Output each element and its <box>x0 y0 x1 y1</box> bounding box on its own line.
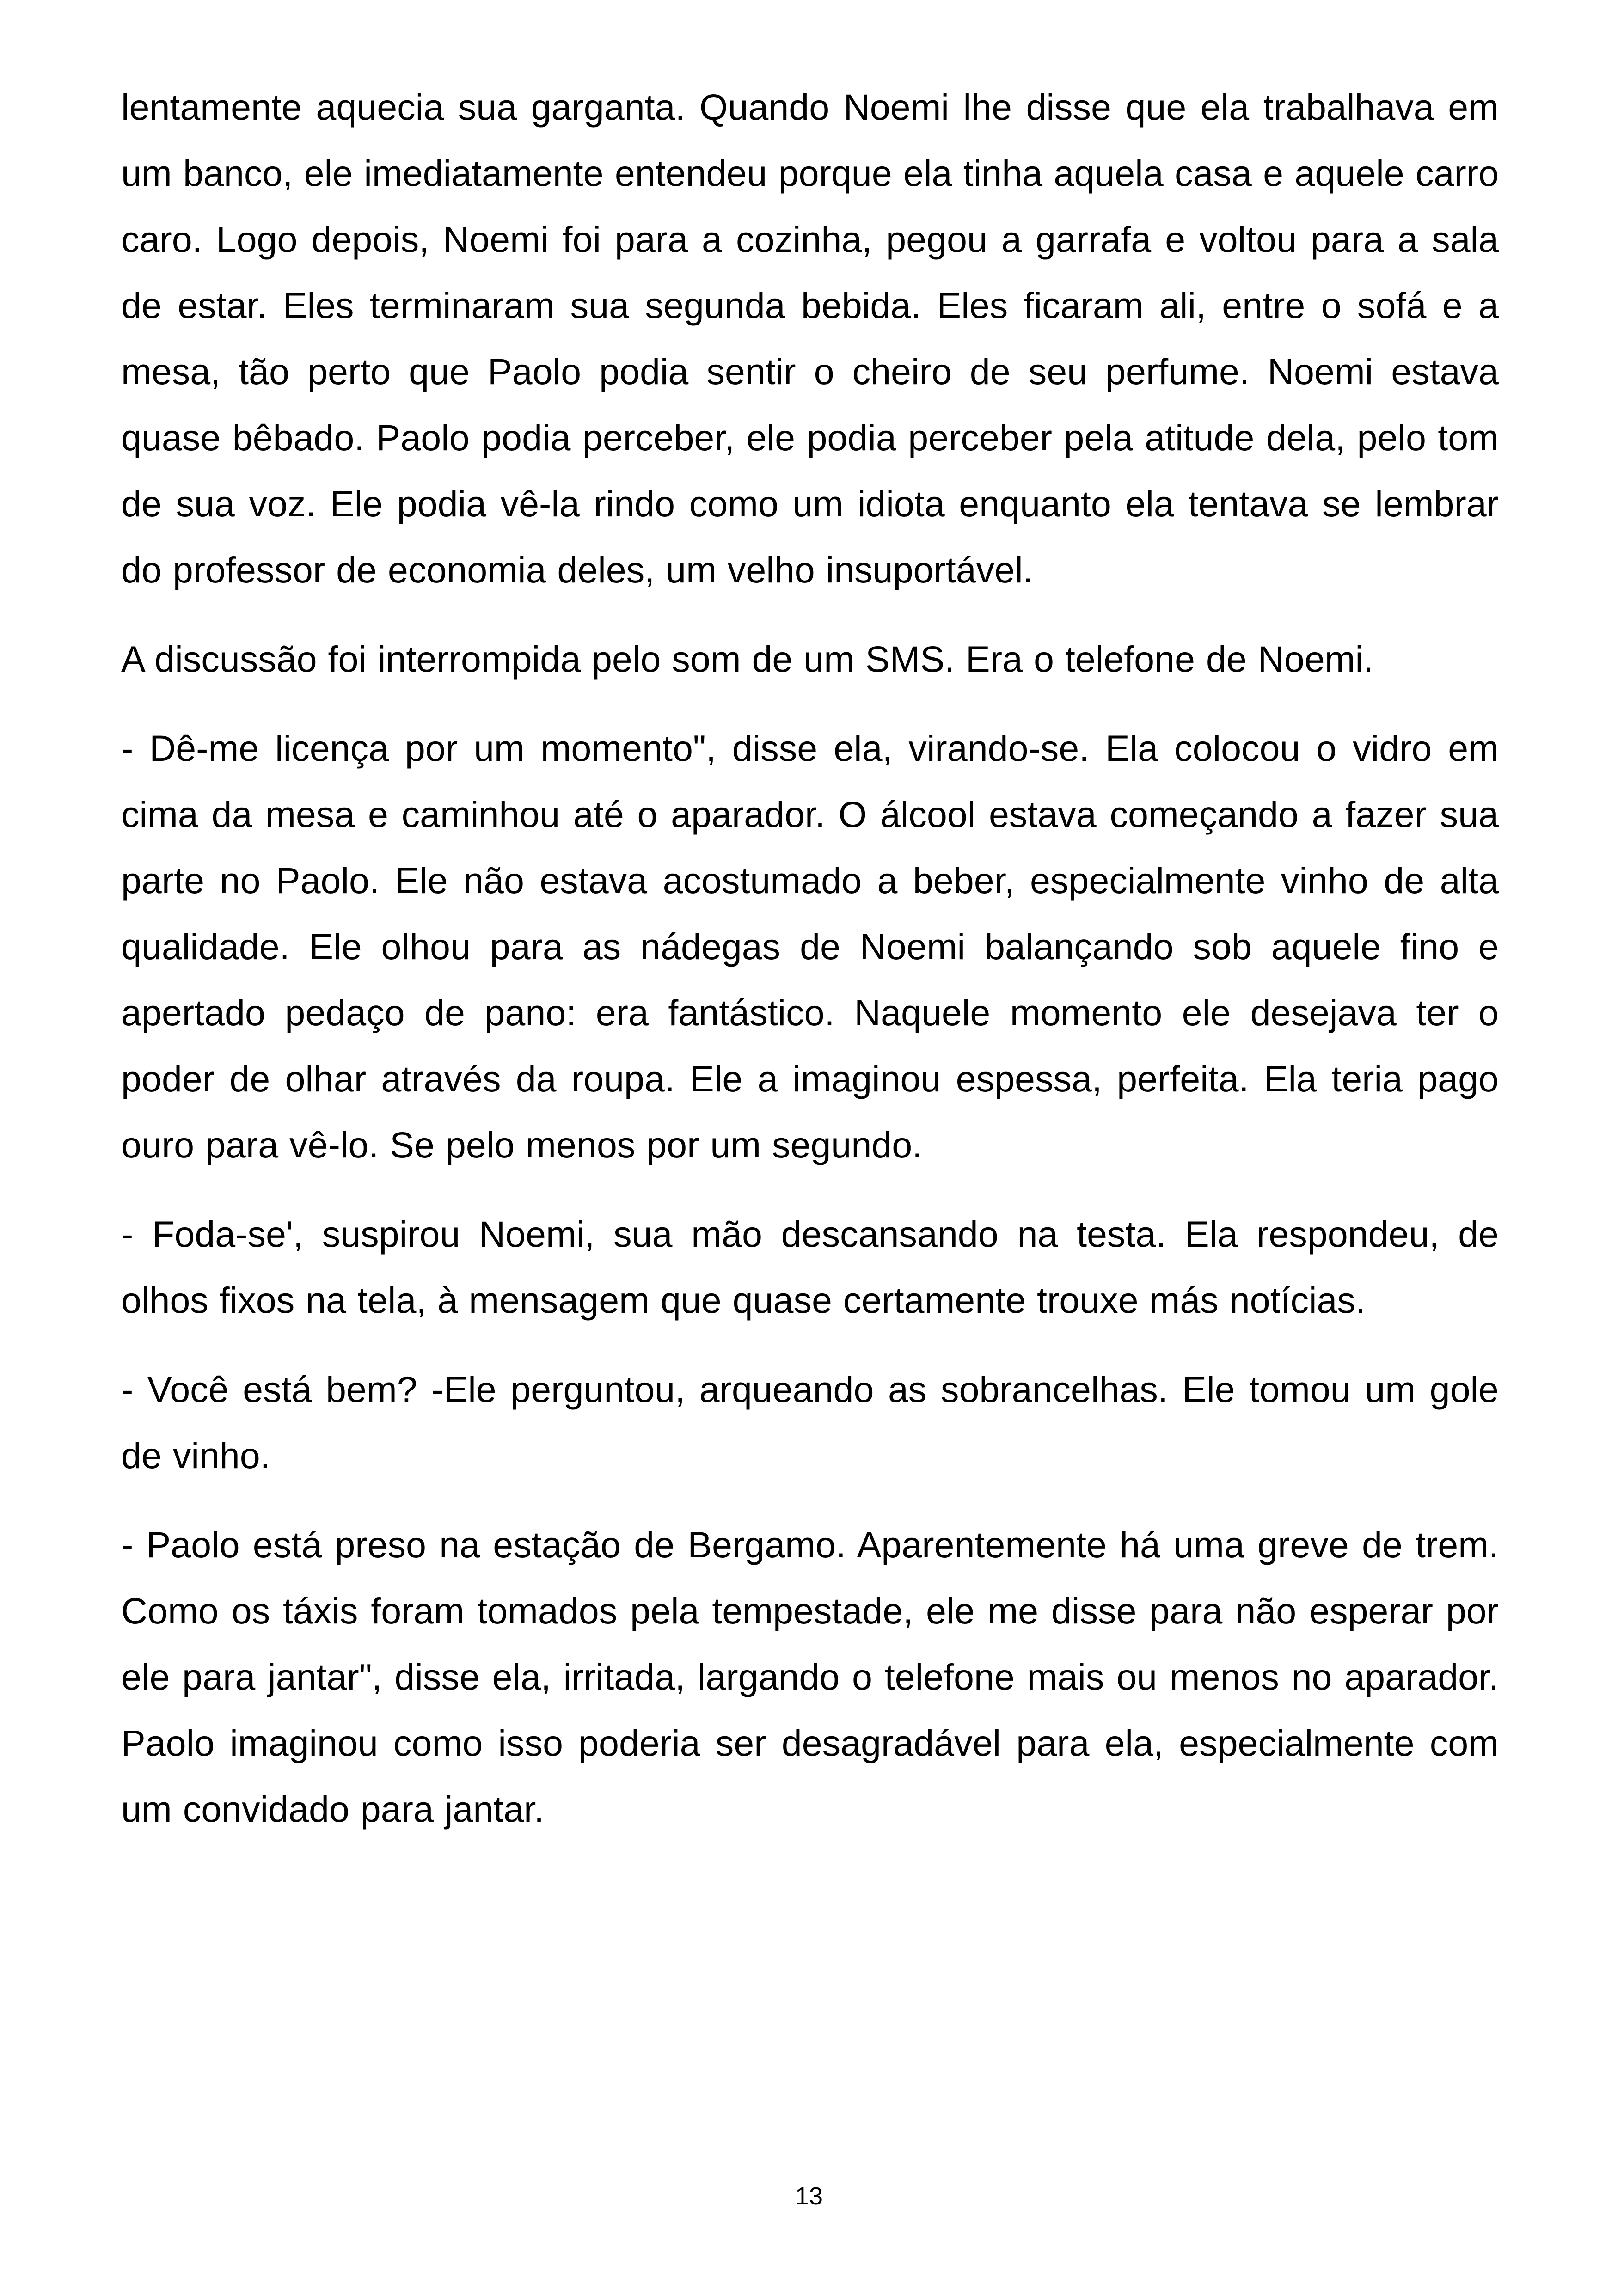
paragraph-2: A discussão foi interrompida pelo som de um SMS. Era o telefone de Noemi. <box>121 638 1373 680</box>
paragraph-4: - Foda-se', suspirou Noemi, sua mão descansando na testa. Ela respondeu, de olhos fixos na tela, à mensagem que quase certamente trouxe más notícias. <box>121 1213 1499 1321</box>
body-text <box>121 74 1499 1865</box>
paragraph-6: - Paolo está preso na estação de Bergamo. Aparentemente há uma greve de trem. Como os táxis foram tomados pela tempestade, ele me disse para não esperar por ele para jantar", disse ela, irritada, largando o telefone mais ou menos no aparador. Paolo imaginou como isso poderia ser desagradável para ela, especialmente com um convidado para jantar. <box>121 1524 1499 1830</box>
paragraph-5: - Você está bem? -Ele perguntou, arqueando as sobrancelhas. Ele tomou um gole de vinho. <box>121 1369 1499 1476</box>
paragraph-1: lentamente aquecia sua garganta. Quando Noemi lhe disse que ela trabalhava em um banco, ele imediatamente entendeu porque ela tinha aquela casa e aquele carro caro. Logo depois, Noemi foi para a cozinha, pegou a garrafa e voltou para a sala de estar. Eles terminaram sua segunda bebida. Eles ficaram ali, entre o sofá e a mesa, tão perto que Paolo podia sentir o cheiro de seu perfume. Noemi estava quase bêbado. Paolo podia perceber, ele podia perceber pela atitude dela, pelo tom de sua voz. Ele podia vê-la rindo como um idiota enquanto ela tentava se lembrar do professor de economia deles, um velho insuportável. <box>121 86 1499 590</box>
page-number: 13 <box>795 2182 823 2210</box>
paragraph-3: - Dê-me licença por um momento", disse ela, virando-se. Ela colocou o vidro em cima da mesa e caminhou até o aparador. O álcool estava começando a fazer sua parte no Paolo. Ele não estava acostumado a beber, especialmente vinho de alta qualidade. Ele olhou para as nádegas de Noemi balançando sob aquele fino e apertado pedaço de pano: era fantástico. Naquele momento ele desejava ter o poder de olhar através da roupa. Ele a imaginou espessa, perfeita. Ela teria pago ouro para vê-lo. Se pelo menos por um segundo. <box>121 728 1499 1165</box>
